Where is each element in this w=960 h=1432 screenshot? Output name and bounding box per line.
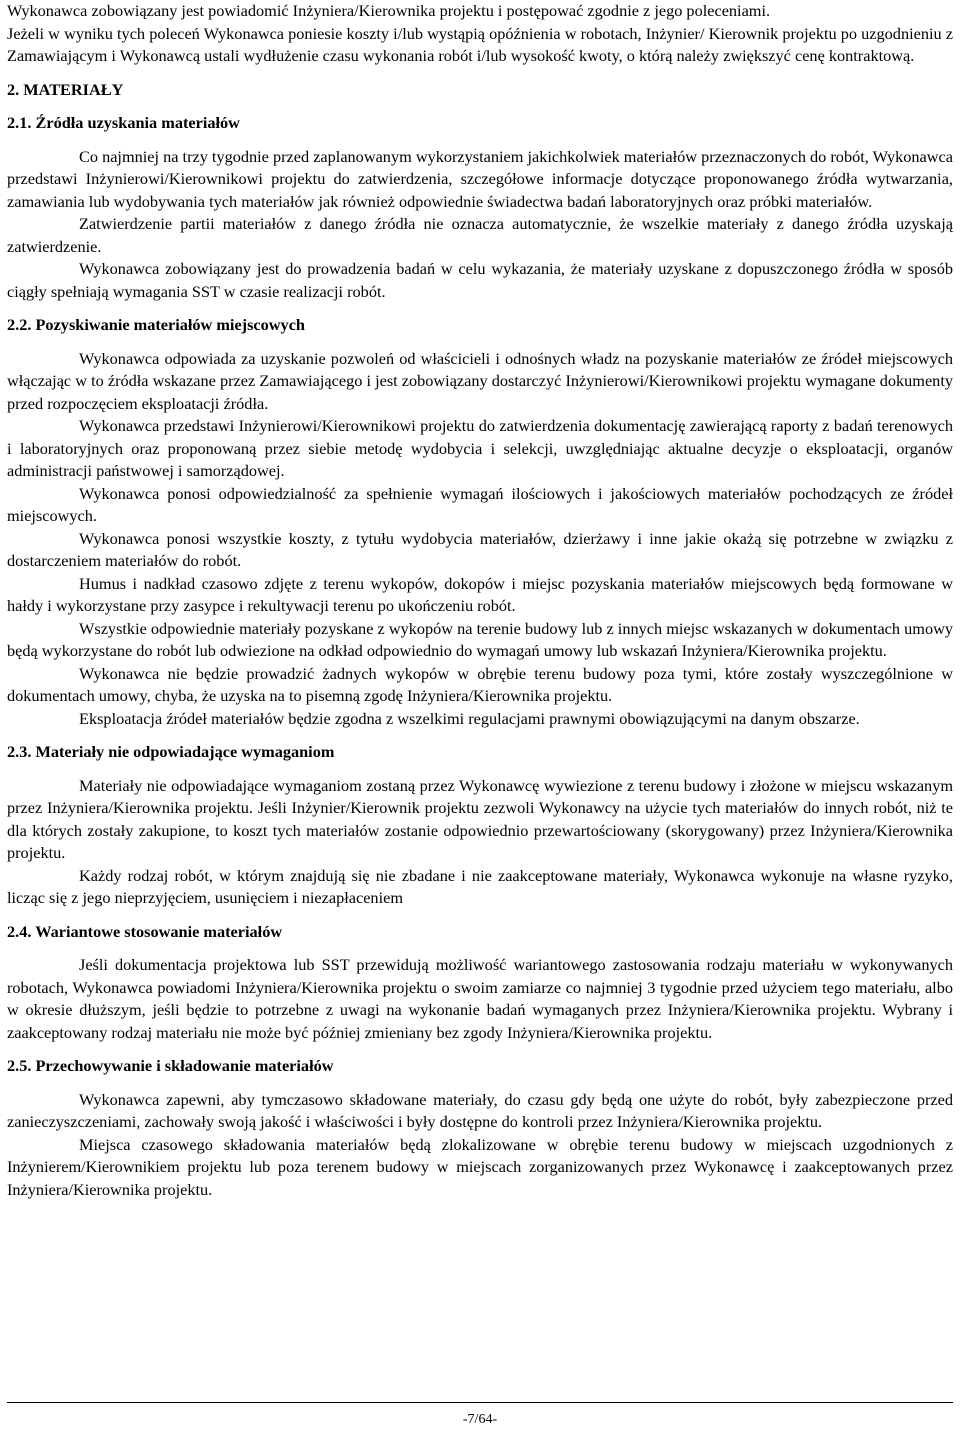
subsection-heading-2-3: 2.3. Materiały nie odpowiadające wymaganiom [7,742,335,761]
paragraph-2-5-1: Wykonawca zapewni, aby tymczasowo składowane materiały, do czasu gdy będą one użyte do robót, były zabezpieczone przed zanieczyszczeniami, zachowały swoją jakość i właściwości i były dostępne do kontroli przez Inżyniera/Kierownika projektu. [7,1089,953,1131]
paragraph-2-2-8: Eksploatacja źródeł materiałów będzie zgodna z wszelkimi regulacjami prawnymi obowiązującymi na danym obszarze. [79,708,860,728]
paragraph-2-1-3: Wykonawca zobowiązany jest do prowadzenia badań w celu wykazania, że materiały uzyskane z dopuszczonego źródła w sposób ciągły spełniają wymagania SST w czasie realizacji robót. [7,259,953,301]
paragraph-2-2-1: Wykonawca odpowiada za uzyskanie pozwoleń od właścicieli i odnośnych władz na pozyskanie materiałów ze źródeł miejscowych włączając w to źródła wskazane przez Zamawiającego i jest zobowiązany dostarczyć Inżynierowi/Kierownikowi projektu wymagane dokumenty przed rozpoczęciem eksploatacji źródła. [7,348,953,413]
page-footer [7,1402,953,1428]
subsection-heading-2-5: 2.5. Przechowywanie i składowanie materiałów [7,1056,334,1075]
paragraph-2-2-2: Wykonawca przedstawi Inżynierowi/Kierownikowi projektu do zatwierdzenia dokumentację zawierającą raporty z badań terenowych i laboratoryjnych oraz proponowaną przez siebie metodę wydobycia i selekcji, uwzględniając aktualne decyzje o eksploatacji, organów administracji państwowej i samorządowej. [7,416,953,480]
paragraph-2-2-6: Wszystkie odpowiednie materiały pozyskane z wykopów na terenie budowy lub z innych miejsc wskazanych w dokumentach umowy będą wykorzystane do robót lub odwiezione na odkład odpowiednio do wymagań umowy lub wskazań Inżyniera/Kierownika projektu. [7,618,953,660]
subsection-heading-2-4: 2.4. Wariantowe stosowanie materiałów [7,921,283,941]
page-number: -7/64- [462,1412,498,1427]
section-heading-materials: 2. MATERIAŁY [7,79,124,99]
subsection-heading-2-1: 2.1. Źródła uzyskania materiałów [7,113,240,132]
intro-paragraph-1: Wykonawca zobowiązany jest powiadomić Inżyniera/Kierownika projektu i postępować zgodnie z jego poleceniami. [7,1,771,20]
paragraph-2-2-3: Wykonawca ponosi odpowiedzialność za spełnienie wymagań ilościowych i jakościowych materiałów pochodzących ze źródeł miejscowych. [7,483,953,525]
paragraph-2-2-4: Wykonawca ponosi wszystkie koszty, z tytułu wydobycia materiałów, dzierżawy i inne jakie okażą się potrzebne w związku z dostarczeniem materiałów do robót. [7,528,953,570]
document-body [7,0,953,1201]
paragraph-2-5-2: Miejsca czasowego składowania materiałów będą zlokalizowane w obrębie terenu budowy w miejscach uzgodnionych z Inżynierem/Kierownikiem projektu lub poza terenem budowy w miejscach zorganizowanych przez Wykonawcę i zaakceptowanych przez Inżyniera/Kierownika projektu. [7,1134,953,1199]
paragraph-2-3-1: Materiały nie odpowiadające wymaganiom zostaną przez Wykonawcę wywiezione z terenu budowy i złożone w miejscu wskazanym przez Inżyniera/Kierownika projektu. Jeśli Inżynier/Kierownik projektu zezwoli Wykonawcy na użycie tych materiałów do innych robót, niż te dla których zostały zakupione, to koszt tych materiałów zostanie odpowiednio przewartościowany (skorygowany) przez Inżyniera/Kierownika projektu. [7,775,953,862]
paragraph-2-2-7: Wykonawca nie będzie prowadzić żadnych wykopów w obrębie terenu budowy poza tymi, które zostały wyszczególnione w dokumentach umowy, chyba, że uzyska na to pisemną zgodę Inżyniera/Kierownika projektu. [7,663,953,705]
paragraph-2-4-1: Jeśli dokumentacja projektowa lub SST przewidują możliwość wariantowego zastosowania rodzaju materiału w wykonywanych robotach, Wykonawca powiadomi Inżyniera/Kierownika projektu o swoim zamiarze co najmniej 3 tygodnie przed użyciem tego materiału, albo w okresie dłuższym, jeśli będzie to potrzebne z uwagi na wykonanie badań wymaganych przez Inżyniera/Kierownika projektu. Wybrany i zaakceptowany rodzaj materiału nie może być później zmieniany bez zgody Inżyniera/Kierownika projektu. [7,955,953,1042]
paragraph-2-1-2: Zatwierdzenie partii materiałów z danego źródła nie oznacza automatycznie, że wszelkie materiały z danego źródła uzyskają zatwierdzenie. [7,214,953,256]
paragraph-2-3-2: Każdy rodzaj robót, w którym znajdują się nie zbadane i nie zaakceptowane materiały, Wykonawca wykonuje na własne ryzyko, licząc się z jego nieprzyjęciem, usunięciem i niezapłaceniem [7,865,953,907]
paragraph-2-2-5: Humus i nadkład czasowo zdjęte z terenu wykopów, dokopów i miejsc pozyskania materiałów miejscowych będą formowane w hałdy i wykorzystane przy zasypce i rekultywacji terenu po ukończeniu robót. [7,573,953,615]
subsection-heading-2-2: 2.2. Pozyskiwanie materiałów miejscowych [7,315,305,334]
paragraph-2-1-1: Co najmniej na trzy tygodnie przed zaplanowanym wykorzystaniem jakichkolwiek materiałów przeznaczonych do robót, Wykonawca przedstawi Inżynierowi/Kierownikowi projektu do zatwierdzenia, szczegółowe informacje dotyczące proponowanego źródła wytwarzania, zamawiania lub wydobywania tych materiałów jak również odpowiednie świadectwa badań laboratoryjnych oraz próbki materiałów. [7,146,953,211]
intro-paragraph-2: Jeżeli w wyniku tych poleceń Wykonawca poniesie koszty i/lub wystąpią opóźnienia w robotach, Inżynier/ Kierownik projektu po uzgodnieniu z Zamawiającym i Wykonawcą ustali wydłużenie czasu wykonania robót i/lub wysokość kwoty, o którą należy zwiększyć cenę kontraktową. [7,23,953,65]
